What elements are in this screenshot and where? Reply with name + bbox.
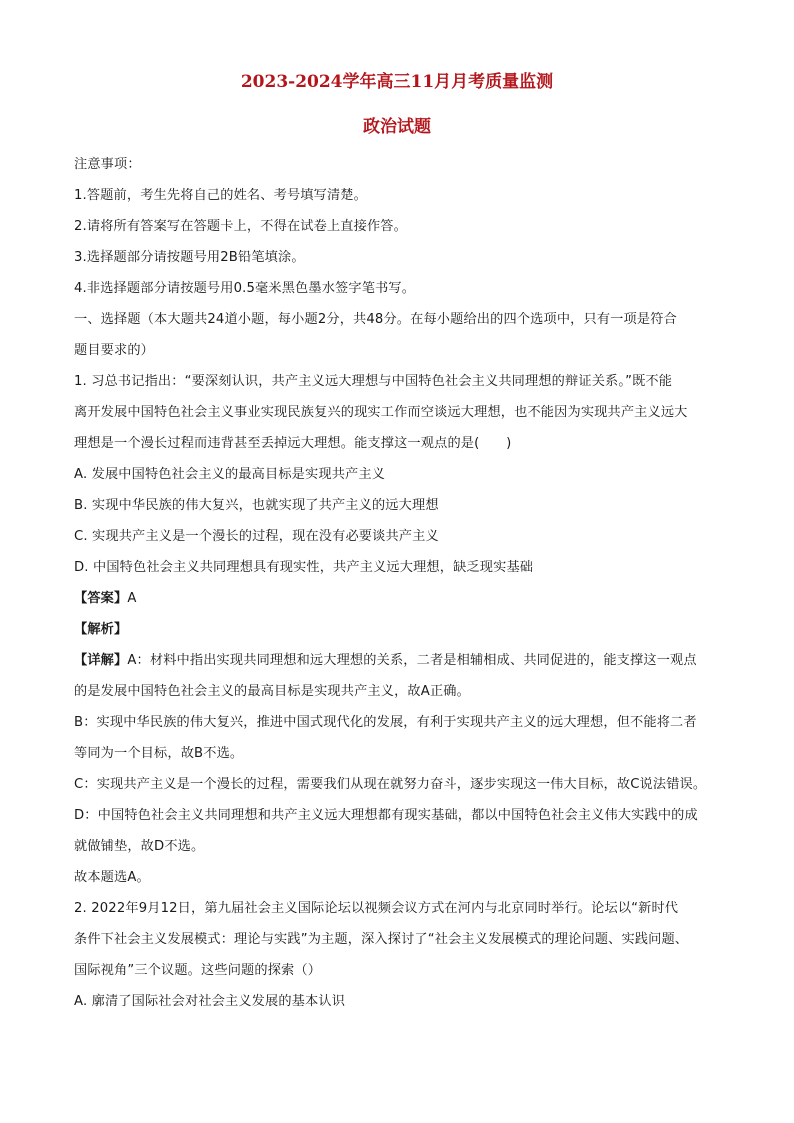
exam-subject: 政治试题 bbox=[363, 117, 431, 137]
detail-text: A：材料中指出实现共同理想和远大理想的关系，二者是相辅相成、共同促进的，能支撑这一观点 bbox=[127, 653, 697, 668]
exam-title: 2023-2024学年高三11月月考质量监测 bbox=[240, 72, 554, 92]
option-c: C. 实现共产主义是一个漫长的过程，现在没有必要谈共产主义 bbox=[74, 529, 439, 544]
detail-line: B：实现中华民族的伟大复兴，推进中国式现代化的发展，有利于实现共产主义的远大理想，但不能将二者 bbox=[74, 715, 697, 730]
detail-line: 的是发展中国特色社会主义的最高目标是实现共产主义，故A正确。 bbox=[74, 684, 470, 699]
option-a: A. 廓清了国际社会对社会主义发展的基本认识 bbox=[74, 994, 346, 1009]
question-stem-line: 离开发展中国特色社会主义事业实现民族复兴的现实工作而空谈远大理想，也不能因为实现共产主义远大 bbox=[74, 405, 688, 420]
answer-tag: 【答案】 bbox=[74, 591, 128, 606]
answer-line bbox=[74, 583, 724, 614]
detail-line bbox=[74, 645, 724, 676]
section-heading-line: 一、选择题（本大题共24道小题，每小题2分，共48分。在每小题给出的四个选项中，只有一项是符合 bbox=[74, 312, 677, 327]
question-stem-line: 国际视角”三个议题。这些问题的探索（） bbox=[74, 963, 322, 978]
detail-line: D：中国特色社会主义共同理想和共产主义远大理想都有现实基础，都以中国特色社会主义伟大实践中的成 bbox=[74, 808, 698, 823]
notice-item: 1.答题前，考生先将自己的姓名、考号填写清楚。 bbox=[74, 188, 367, 203]
question-stem-line: 2. 2022年9月12日，第九届社会主义国际论坛以视频会议方式在河内与北京同时举行。论坛以“新时代 bbox=[74, 901, 679, 916]
question-stem-line: 条件下社会主义发展模式：理论与实践”为主题，深入探讨了“社会主义发展模式的理论问题、实践问题、 bbox=[74, 932, 689, 947]
question-stem-line: 1. 习总书记指出：“要深刻认识，共产主义远大理想与中国特色社会主义共同理想的辩证关系。”既不能 bbox=[74, 374, 673, 389]
analysis-line bbox=[74, 614, 724, 645]
answer-value: A bbox=[127, 591, 137, 606]
detail-line: 等同为一个目标，故B不选。 bbox=[74, 746, 244, 761]
detail-line: C：实现共产主义是一个漫长的过程，需要我们从现在就努力奋斗，逐步实现这一伟大目标，故C说法错误。 bbox=[74, 777, 707, 792]
notice-item: 4.非选择题部分请按题号用0.5毫米黑色墨水签字笔书写。 bbox=[74, 281, 416, 296]
notice-item: 3.选择题部分请按题号用2B铅笔填涂。 bbox=[74, 250, 305, 265]
analysis-tag: 【解析】 bbox=[74, 622, 128, 637]
option-a: A. 发展中国特色社会主义的最高目标是实现共产主义 bbox=[74, 467, 386, 482]
section-heading bbox=[74, 304, 724, 366]
conclusion-line: 故本题选A。 bbox=[74, 870, 150, 885]
option-b: B. 实现中华民族的伟大复兴，也就实现了共产主义的远大理想 bbox=[74, 498, 439, 513]
notice-item: 2.请将所有答案写在答题卡上，不得在试卷上直接作答。 bbox=[74, 219, 407, 234]
notice-heading: 注意事项： bbox=[74, 157, 141, 172]
question-1 bbox=[74, 366, 724, 893]
exam-body bbox=[74, 149, 724, 1017]
detail-line: 就做铺垫，故D不选。 bbox=[74, 839, 205, 854]
question-2 bbox=[74, 893, 724, 1017]
question-stem-line: 理想是一个漫长过程而违背甚至丢掉远大理想。能支撑这一观点的是( ) bbox=[74, 436, 512, 451]
notice-block bbox=[74, 149, 724, 304]
detail-tag: 【详解】 bbox=[74, 653, 128, 668]
section-heading-line: 题目要求的） bbox=[74, 343, 155, 358]
option-d: D. 中国特色社会主义共同理想具有现实性，共产主义远大理想，缺乏现实基础 bbox=[74, 560, 534, 575]
